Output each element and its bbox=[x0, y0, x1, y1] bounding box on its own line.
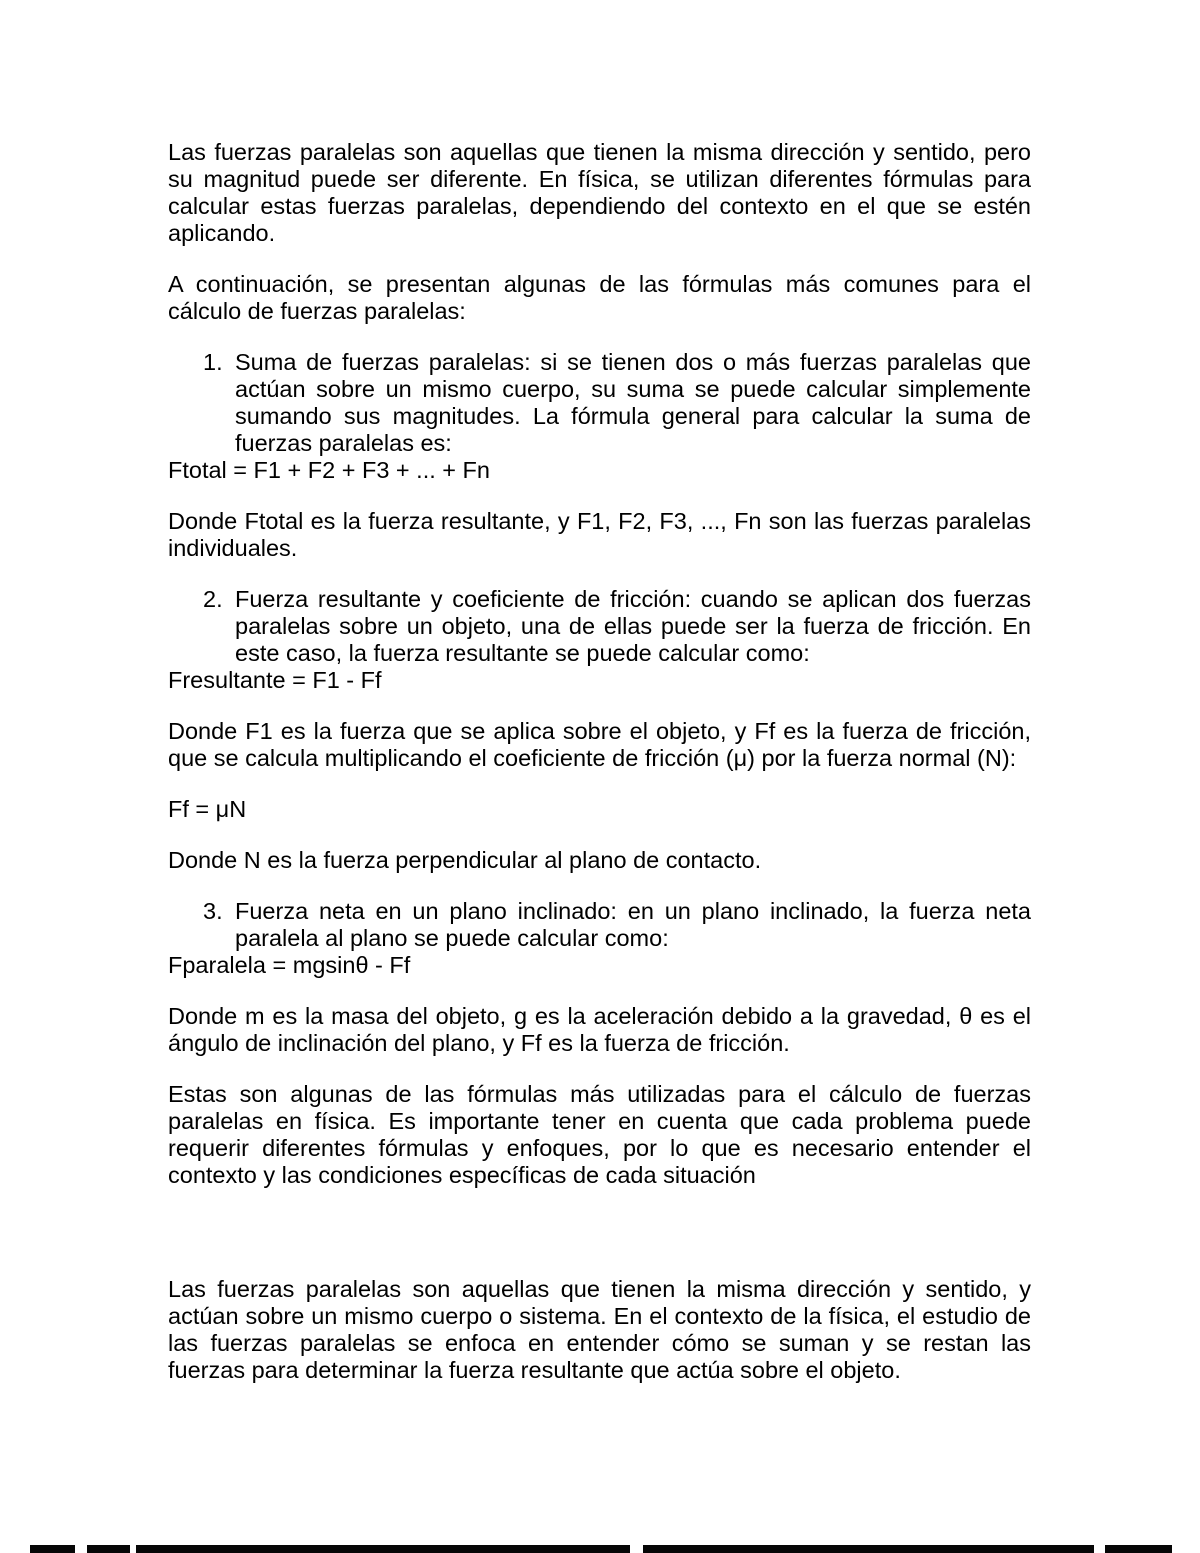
list-item-suma-fuerzas bbox=[168, 349, 1031, 457]
list-item-text: Suma de fuerzas paralelas: si se tienen dos o más fuerzas paralelas que actúan sobre un mismo cuerpo, su suma se puede calcular simplemente sumando sus magnitudes. La fórmula general para calcular la suma de fuerzas paralelas es: bbox=[235, 349, 1031, 456]
list-item-fuerza-neta bbox=[168, 898, 1031, 952]
paragraph-donde-ftotal: Donde Ftotal es la fuerza resultante, y F1, F2, F3, ..., Fn son las fuerzas paralelas individuales. bbox=[168, 508, 1031, 561]
list-item-text: Fuerza resultante y coeficiente de fricción: cuando se aplican dos fuerzas paralelas sobre un objeto, una de ellas puede ser la fuerza de fricción. En este caso, la fuerza resultante se puede calcular como: bbox=[235, 586, 1031, 666]
formula-ff: Ff = μN bbox=[168, 796, 247, 822]
list-item-text: Fuerza neta en un plano inclinado: en un plano inclinado, la fuerza neta paralela al plano se puede calcular como: bbox=[235, 898, 1031, 951]
paragraph-donde-m: Donde m es la masa del objeto, g es la aceleración debido a la gravedad, θ es el ángulo de inclinación del plano, y Ff es la fuerza de fricción. bbox=[168, 1003, 1031, 1056]
list-number: 2. bbox=[203, 586, 223, 612]
paragraph-conclusion: Estas son algunas de las fórmulas más utilizadas para el cálculo de fuerzas paralelas en física. Es importante tener en cuenta que cada problema puede requerir diferentes fórmulas y enfoques, por lo que es necesario entender el contexto y las condiciones específicas de cada situación bbox=[168, 1081, 1031, 1188]
paragraph-donde-n: Donde N es la fuerza perpendicular al plano de contacto. bbox=[168, 847, 762, 873]
paragraph-closing: Las fuerzas paralelas son aquellas que tienen la misma dirección y sentido, y actúan sobre un mismo cuerpo o sistema. En el contexto de la física, el estudio de las fuerzas paralelas se enfoca en entender cómo se suman y se restan las fuerzas para determinar la fuerza resultante que actúa sobre el objeto. bbox=[168, 1276, 1031, 1383]
paragraph-intro: Las fuerzas paralelas son aquellas que tienen la misma dirección y sentido, pero su magnitud puede ser diferente. En física, se utilizan diferentes fórmulas para calcular estas fuerzas paralelas, dependiendo del contexto en el que se estén aplicando. bbox=[168, 139, 1031, 246]
paragraph-lead-in: A continuación, se presentan algunas de las fórmulas más comunes para el cálculo de fuerzas paralelas: bbox=[168, 271, 1031, 324]
formula-ftotal: Ftotal = F1 + F2 + F3 + ... + Fn bbox=[168, 457, 490, 483]
document-body bbox=[168, 139, 1031, 1384]
list-item-fuerza-resultante bbox=[168, 586, 1031, 667]
list-number: 1. bbox=[203, 349, 223, 375]
formula-fresultante: Fresultante = F1 - Ff bbox=[168, 667, 382, 693]
paragraph-donde-f1: Donde F1 es la fuerza que se aplica sobre el objeto, y Ff es la fuerza de fricción, que se calcula multiplicando el coeficiente de fricción (μ) por la fuerza normal (N): bbox=[168, 718, 1031, 771]
list-number: 3. bbox=[203, 898, 223, 924]
formula-fparalela: Fparalela = mgsinθ - Ff bbox=[168, 952, 411, 978]
cutoff-content-strip bbox=[30, 1545, 1172, 1553]
